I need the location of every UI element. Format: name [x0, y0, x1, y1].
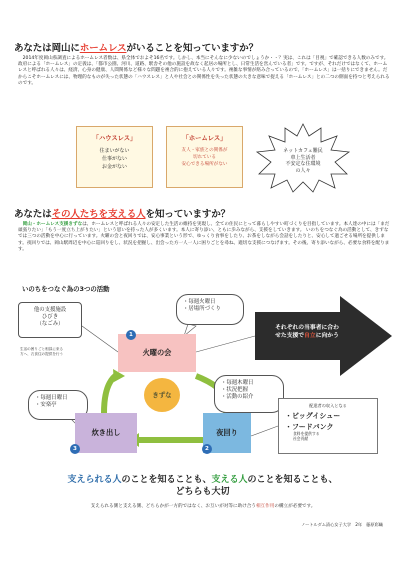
- title-highlight: ホームレス: [79, 43, 127, 54]
- bottom-para-post: の構立が必要です。: [274, 504, 316, 509]
- side-item-food-bank: ・フードバンク: [285, 423, 334, 431]
- title2-post: を知っていますか？: [145, 209, 231, 220]
- activity-number-1: 1: [126, 330, 136, 340]
- bubble-line: ・安楽亭: [35, 402, 57, 409]
- facility-line: （なごみ）: [36, 321, 64, 327]
- arrow-text: [262, 324, 352, 340]
- facility-note: [20, 347, 98, 356]
- homeless-line: 友人・家族との関係が: [181, 148, 228, 153]
- bubble-line: ・状況把握: [221, 387, 248, 394]
- bottom-mid: のことを知ることも、: [121, 475, 212, 485]
- bottom-post: のことを知ることも、: [247, 475, 338, 485]
- houseless-box: [76, 126, 153, 188]
- connector-line: [251, 426, 278, 436]
- side-item-big-issue: ・ビッグイシュー: [285, 412, 341, 420]
- burst-line: 車上生活者: [290, 154, 316, 161]
- activity-night-patrol: 夜回り: [203, 413, 251, 453]
- homeless-title: 「ホームレス」: [182, 135, 227, 142]
- side-note-line: 社会貢献: [293, 435, 309, 441]
- houseless-lines: [77, 147, 152, 171]
- kizuna-center: きずな: [144, 378, 180, 412]
- side-box-title: 配達者の収入となる: [309, 403, 347, 408]
- bottom-supported: 支えられる人: [67, 475, 122, 485]
- homeless-box: [166, 126, 243, 188]
- bubble-line: ・居場所づくり: [183, 306, 221, 313]
- arrow-text-pre: せた支援で: [275, 333, 305, 339]
- org-name: 岡山・ホームレス支援きずな: [22, 222, 83, 227]
- side-box-note: [293, 432, 377, 441]
- activity-soup-kitchen: 炊き出し: [75, 413, 137, 453]
- section2-text: は、ホームレスと呼ばれる人々の安定した生活の維持を実現し、全ての住民にとって暮らしやすい町づくりを目指しています。本人達の中には「まだ頑張りたい」「もう一度立ち上がりたい」という思いを持った人が多くいます。本人に寄り添い、ともに歩みながら、支援をしていきます。 いのちをつなぐ為の活動として、きずなでは三つの活動を中心に行っています。火曜の会と夜回りでは、安心事業という形で、ゆっくり食事をしたり、お茶をしながら会話をしたりと、安心して過ごせる場所を提供します。夜回りでは、岡山駅周辺を中心に巡回りをし、状況を把握し、出会った方一人一人に困りごとを尋ね、適切な支援につなげます。その後、寄り添いながら、必要な食料を配ります。: [18, 222, 390, 252]
- section1-title: [14, 40, 394, 54]
- homeless-line: 切れている: [193, 155, 216, 161]
- activity-number-2: 2: [202, 444, 212, 454]
- bubble-line: ・毎週日曜日: [35, 395, 68, 401]
- title-post: がいることを知っていますか？: [126, 43, 258, 54]
- homeless-lines: [167, 147, 242, 169]
- houseless-line: 仕事がない: [101, 156, 127, 162]
- bottom-paragraph: [28, 503, 378, 509]
- side-note-line: 食料を提供する: [293, 431, 320, 436]
- bottom-para-highlight: 相互作用: [255, 504, 275, 509]
- author-credit: ノートルダム清心女子大学 2年 藤原彩織: [301, 522, 383, 527]
- facility-line: 他の支援施設: [33, 307, 67, 313]
- arrow-line: [262, 332, 352, 340]
- burst-line: の人々: [295, 167, 311, 174]
- burst-line: 不安定な住環境: [285, 161, 321, 167]
- bubble-line: ・毎週火曜日: [183, 299, 216, 305]
- houseless-line: お金がない: [101, 164, 127, 170]
- activities-subtitle: いのちをつなぐ為の3つの活動: [22, 285, 110, 293]
- facility-note-line: 生活の困りごと相談に来る: [20, 347, 64, 351]
- bubble-line: ・毎週木曜日: [221, 380, 254, 386]
- title-pre: あなたは岡山に: [14, 43, 80, 54]
- night-patrol-bubble: [214, 375, 284, 413]
- activity-tuesday: 火曜の会: [118, 334, 196, 372]
- bottom-line-2: どちらも大切: [175, 487, 230, 497]
- homeless-line: 安心できる場所がない: [181, 162, 228, 168]
- bottom-line-1: [10, 474, 395, 486]
- title2-highlight: その人たちを支える人: [51, 209, 146, 220]
- facility-line: ひびき: [41, 314, 59, 320]
- side-support-box: [278, 398, 378, 454]
- bottom-message: [10, 474, 395, 498]
- burst-text: [262, 148, 344, 174]
- title2-pre: あなたは: [14, 209, 52, 220]
- houseless-title: 「ハウスレス」: [92, 135, 137, 142]
- bottom-para-pre: 支えられる側と支える側、どちらかが一方的ではなく、お互いが対等に助け合う: [90, 504, 256, 509]
- activity-number-3: 3: [70, 444, 80, 454]
- bottom-supporters: 支える人: [211, 475, 248, 485]
- section1-paragraph: 2014年度岡山県調査によるホームレス者数は、県全体でおよそ16名です。しかし、本当にそんなに少ないのでしょうか・・？実は、これは「目視」で確認できる人数のみです。 政府による「ホームレス」の定義は、「都市公園、河川、道路、駅舎その他の施設を故なく起居の場所とし、日常生活を営んでいる者」です。ですが、それだけではなくて、ホームレスと呼ばれる人々は、経済、心身の健康、人間関係など様々な問題を複合的に抱えている人々です。複雑な事情が絡み合っているので、「ホームレス」は一括りにできません。だからこそホームレスには、物理的なものが失った状態の「ハウスレス」と人や社会との関係性を失った状態の大きな意味で捉える「ホームレス」との二つの側面を持つと考えられるのです。: [18, 56, 390, 86]
- houseless-line: 住まいがない: [99, 148, 130, 154]
- arrow-line: それぞれの当事者に合わ: [275, 325, 339, 331]
- bubble-line: ・活動の紹介: [221, 394, 254, 401]
- connector-line: [196, 336, 255, 352]
- arrow-text-post: に向かう: [315, 333, 339, 339]
- section2-paragraph: [18, 222, 390, 253]
- section2-title: [14, 206, 394, 220]
- arrow-text-highlight: 自立: [304, 333, 316, 339]
- burst-line: ネットカフェ難民: [283, 148, 323, 154]
- tuesday-bubble: [176, 294, 244, 325]
- other-facility-box: [18, 302, 82, 338]
- facility-note-line: 方へ、衣食住の提供を行う: [20, 351, 64, 356]
